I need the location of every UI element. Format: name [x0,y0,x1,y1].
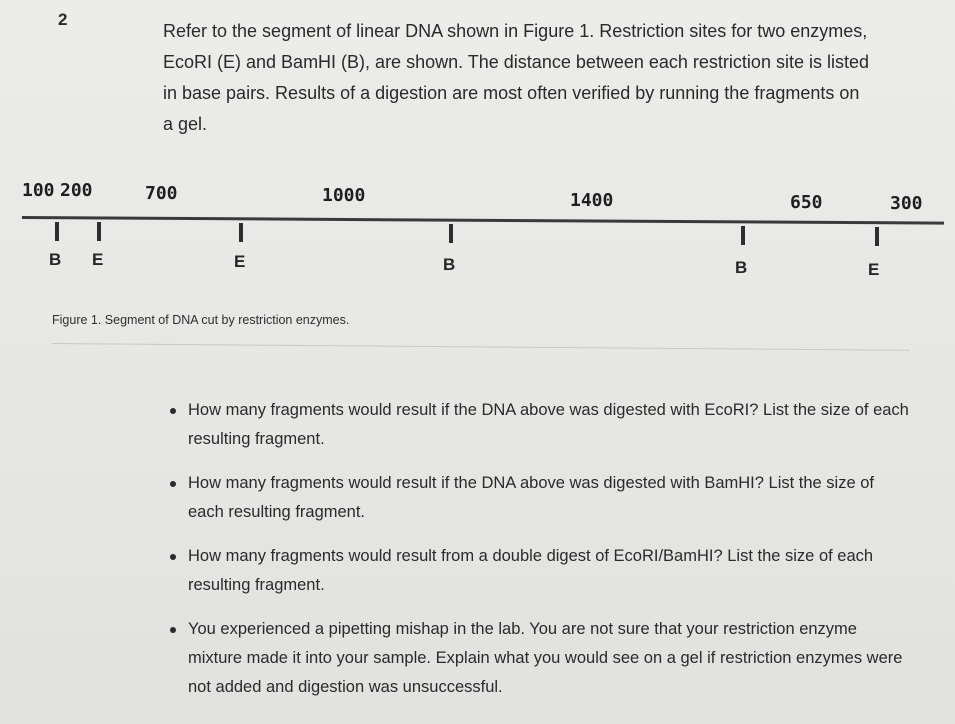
distance-label: 100 [22,180,55,201]
restriction-site-tick [55,222,59,241]
distance-label: 1000 [322,185,366,206]
intro-line: EcoRI (E) and BamHI (B), are shown. The distance between each restriction site is listed [163,52,869,72]
restriction-site-tick [239,223,243,242]
bullet-icon [170,627,176,633]
distance-label: 700 [145,183,178,204]
site-label-bamhi: B [49,250,62,269]
list-item [170,396,910,454]
list-item [170,469,910,527]
bullet-icon [170,554,176,560]
intro-line: a gel. [163,114,208,134]
restriction-site-tick [97,222,101,241]
question-list [170,396,910,717]
figure-caption: Figure 1. Segment of DNA cut by restriction enzymes. [52,313,350,327]
distance-label: 200 [60,180,93,201]
divider [52,343,910,351]
distance-label: 300 [890,193,923,214]
distance-label: 650 [790,192,823,213]
bullet-text: How many fragments would result if the DNA above was digested with BamHI? List the size of each resulting fragment. [188,474,874,521]
list-item [170,615,910,702]
site-label-ecori: E [92,250,104,269]
dna-strand [22,216,944,225]
site-label-bamhi: B [735,258,748,277]
distance-label: 1400 [570,190,614,211]
bullet-text: You experienced a pipetting mishap in the lab. You are not sure that your restriction enzyme mixture made it into your sample. Explain what you would see on a gel if restriction enzymes were not added and digestion was unsuccessful. [188,620,903,696]
restriction-site-tick [449,224,453,243]
bullet-text: How many fragments would result if the DNA above was digested with EcoRI? List the size of each resulting fragment. [188,401,909,448]
site-label-bamhi: B [443,255,456,274]
intro-line: in base pairs. Results of a digestion are most often verified by running the fragments on [163,83,860,103]
bullet-text: How many fragments would result from a double digest of EcoRI/BamHI? List the size of each resulting fragment. [188,547,874,594]
restriction-site-tick [741,226,745,245]
question-number: 2 [58,10,68,29]
question-intro [163,16,923,140]
restriction-site-tick [875,227,879,246]
intro-line: Refer to the segment of linear DNA shown in Figure 1. Restriction sites for two enzymes, [163,21,868,41]
bullet-icon [170,481,176,487]
list-item [170,542,910,600]
site-label-ecori: E [234,252,246,271]
site-label-ecori: E [868,260,880,279]
bullet-icon [170,408,176,414]
